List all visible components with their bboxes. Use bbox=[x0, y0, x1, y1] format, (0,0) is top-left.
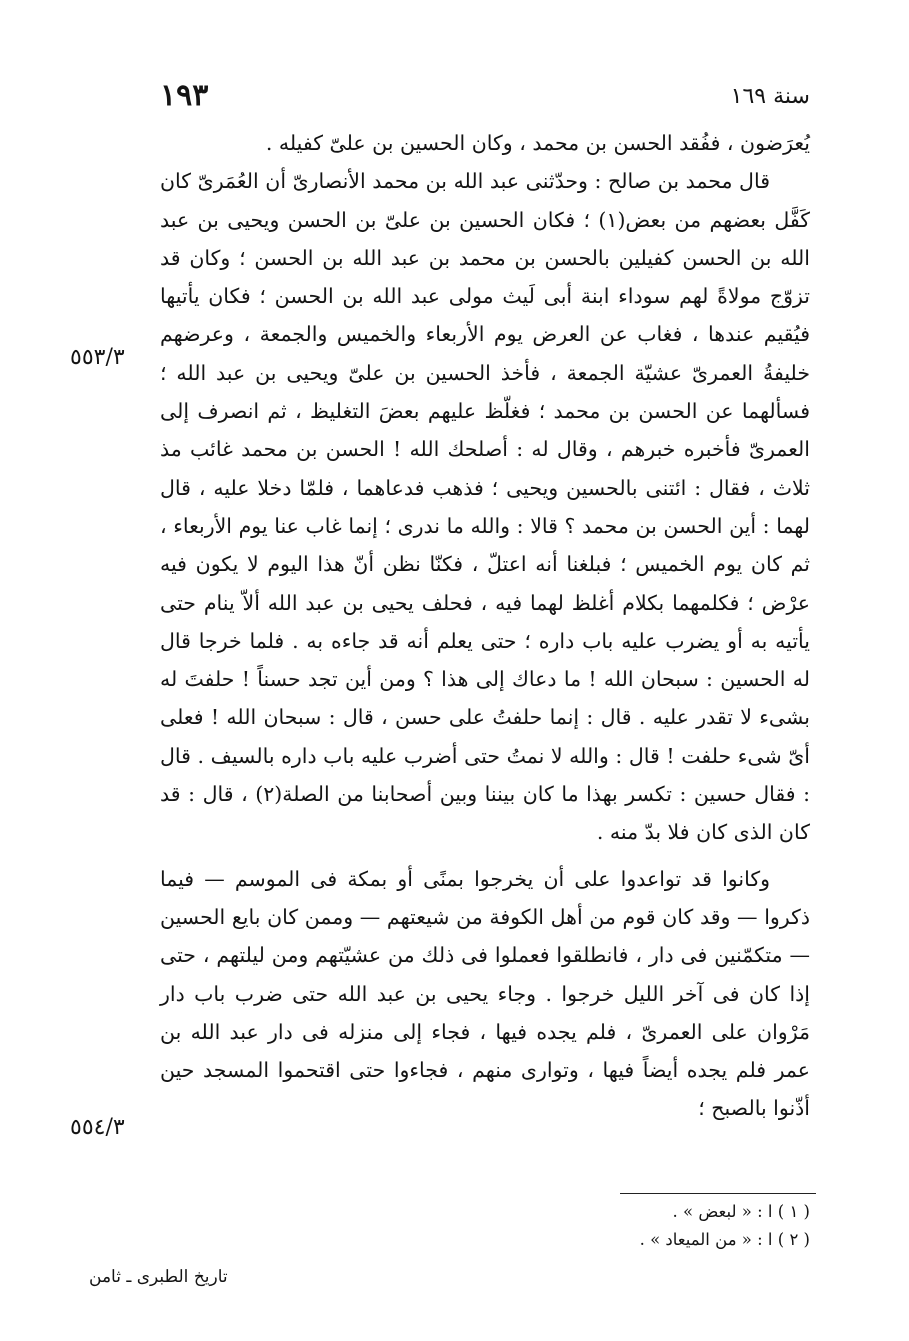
footnote: ( ٢ ) ا : « من الميعاد » . bbox=[639, 1230, 810, 1249]
year-label: سنة ١٦٩ bbox=[730, 84, 810, 109]
page-number: ١٩٣ bbox=[160, 78, 209, 113]
book-signature: تاريخ الطبرى ـ ثامن bbox=[89, 1267, 228, 1287]
paragraph: قال محمد بن صالح : وحدّثنى عبد الله بن محمد الأنصارىّ أن العُمَرىّ كان كَفَّل بعضهم من بعض(١) ؛ فكان الحسين بن علىّ بن الحسن ويحيى بن عبد الله بن الحسن كفيلين بالحسن بن محمد بن عبد الله بن الحسن ؛ وكان قد تزوّج مولاةً لهم سوداء ابنة أبى لَيث مولى عبد الله بن الحسن ؛ فكان يأتيها فيُقيم عندها ، فغاب عن العرض يوم الأربعاء والخميس والجمعة ، وعرضهم خليفةُ العمرىّ عشيّة الجمعة ، فأخذ الحسين بن علىّ ويحيى بن عبد الله ؛ فسألهما عن الحسن بن محمد ؛ فغلّظ عليهم بعضَ التغليظ ، ثم انصرف إلى العمرىّ فأخبره خبرهم ، وقال له : أصلحك الله ! الحسن بن محمد غائب مذ ثلاث ، فقال : ائتنى بالحسين ويحيى ؛ فذهب فدعاهما ، فلمّا دخلا عليه ، قال لهما : أين الحسن بن محمد ؟ قالا : والله ما ندرى ؛ إنما غاب عنا يوم الأربعاء ، ثم كان يوم الخميس ؛ فبلغنا أنه اعتلّ ، فكنّا نظن أنّ هذا اليوم لا يكون فيه عرْض ؛ فكلمهما بكلام أغلظ لهما فيه ، فحلف يحيى بن عبد الله ألاّ ينام حتى يأتيه به أو يضرب عليه باب داره ؛ حتى يعلم أنه قد جاءه به . فلما خرجا قال له الحسين : سبحان الله ! ما دعاك إلى هذا ؟ ومن أين تجد حسناً ! حلفتَ له بشىء لا تقدر عليه . قال : إنما حلفتُ على حسن ، قال : سبحان الله ! فعلى أىّ شىء حلفت ! قال : والله لا نمتُ حتى أضرب عليه باب داره بالسيف . قال : فقال حسين : تكسر بهذا ما كان بيننا وبين أصحابنا من الصلة(٢) ، قال : قد كان الذى كان فلا بدّ منه . bbox=[160, 169, 810, 845]
paragraph: وكانوا قد تواعدوا على أن يخرجوا بمنًى أو بمكة فى الموسم — فيما ذكروا — وقد كان قوم من أهل الكوفة من شيعتهم — وممن كان بايع الحسين — متكمّنين فى دار ، فانطلقوا فعملوا فى ذلك من عشيّتهم ومن ليلتهم ، حتى إذا كان فى آخر الليل خرجوا . وجاء يحيى بن عبد الله حتى ضرب باب دار مَرْوان على العمرىّ ، فلم يجده فيها ، فجاء إلى منزله فى دار عبد الله بن عمر فلم يجده أيضاً فيها ، وتوارى منهم ، فجاءوا حتى اقتحموا المسجد حين أذّنوا بالصبح ؛ bbox=[160, 866, 810, 1121]
margin-reference: ٥٥٣/٣ bbox=[70, 345, 125, 370]
body-text bbox=[160, 124, 810, 1128]
paragraph: يُعرَضون ، ففُقد الحسن بن محمد ، وكان الحسين بن علىّ كفيله . bbox=[265, 131, 810, 155]
footnote-divider bbox=[620, 1193, 816, 1194]
footnotes bbox=[560, 1198, 810, 1254]
running-head bbox=[160, 78, 810, 118]
footnote: ( ١ ) ا : « لبعض » . bbox=[672, 1202, 810, 1221]
margin-reference: ٥٥٤/٣ bbox=[70, 1115, 125, 1140]
